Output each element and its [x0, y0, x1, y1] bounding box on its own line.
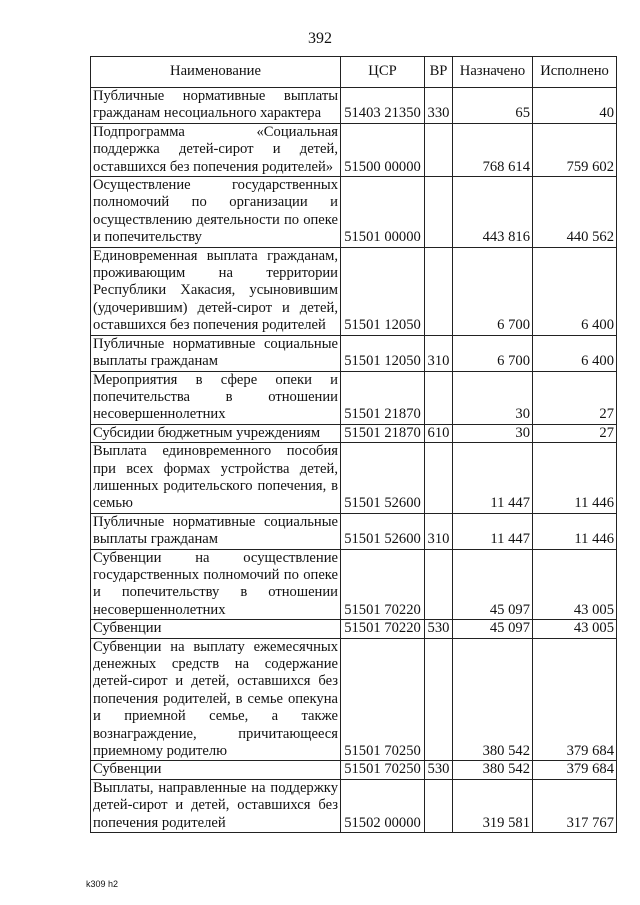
table-row: [91, 424, 617, 442]
row-name: Публичные нормативные выплаты гражданам несоциального характера: [91, 88, 341, 124]
row-executed: 6 400: [533, 247, 617, 335]
row-vr: [425, 638, 453, 761]
page-number: 392: [308, 30, 332, 47]
table-row: [91, 123, 617, 176]
row-csr: 51403 21350: [341, 88, 425, 124]
table-row: [91, 177, 617, 248]
row-csr: 51501 21870: [341, 371, 425, 424]
row-executed: 317 767: [533, 779, 617, 832]
table-row: [91, 549, 617, 620]
table-row: [91, 779, 617, 832]
row-name: Субсидии бюджетным учреждениям: [91, 424, 341, 442]
table-row: [91, 638, 617, 761]
row-assigned: 45 097: [453, 620, 533, 638]
row-assigned: 30: [453, 424, 533, 442]
row-executed: 43 005: [533, 549, 617, 620]
row-vr: [425, 123, 453, 176]
row-name: Осуществление государственных полномочий по организации и осуществлению деятельности по опеке и попечительству: [91, 177, 341, 248]
row-csr: 51501 12050: [341, 335, 425, 371]
table-row: [91, 335, 617, 371]
row-executed: 6 400: [533, 335, 617, 371]
row-csr: 51502 00000: [341, 779, 425, 832]
row-name: Субвенции на выплату ежемесячных денежных средств на содержание детей-сирот и детей, оставшихся без попечения родителей, в семье опекуна и приемной семье, а также вознаграждение, причитающееся приемному родителю: [91, 638, 341, 761]
row-executed: 43 005: [533, 620, 617, 638]
header-csr: ЦСР: [341, 57, 425, 88]
row-name: Публичные нормативные социальные выплаты гражданам: [91, 335, 341, 371]
row-executed: 40: [533, 88, 617, 124]
row-name: Публичные нормативные социальные выплаты гражданам: [91, 513, 341, 549]
row-vr: [425, 247, 453, 335]
row-executed: 27: [533, 424, 617, 442]
row-csr: 51501 12050: [341, 247, 425, 335]
table-header-row: [91, 57, 617, 88]
row-vr: [425, 443, 453, 514]
header-name: Наименование: [91, 57, 341, 88]
row-csr: 51501 70220: [341, 620, 425, 638]
row-vr: 310: [425, 335, 453, 371]
row-assigned: 30: [453, 371, 533, 424]
row-name: Субвенции: [91, 761, 341, 779]
footer-code: k309 h2: [86, 879, 119, 889]
row-assigned: 6 700: [453, 247, 533, 335]
row-executed: 27: [533, 371, 617, 424]
row-name: Выплата единовременного пособия при всех формах устройства детей, лишенных родительского попечения, в семью: [91, 443, 341, 514]
row-name: Субвенции: [91, 620, 341, 638]
table-row: [91, 513, 617, 549]
row-vr: [425, 177, 453, 248]
row-assigned: 65: [453, 88, 533, 124]
budget-table: [90, 56, 617, 833]
row-executed: 11 446: [533, 443, 617, 514]
row-assigned: 380 542: [453, 638, 533, 761]
row-assigned: 443 816: [453, 177, 533, 248]
table-row: [91, 761, 617, 779]
row-csr: 51501 52600: [341, 513, 425, 549]
table-row: [91, 443, 617, 514]
row-assigned: 11 447: [453, 443, 533, 514]
row-name: Единовременная выплата гражданам, проживающим на территории Республики Хакасия, усыновившим (удочерившим) детей-сирот и детей, оставшихся без попечения родителей: [91, 247, 341, 335]
row-assigned: 45 097: [453, 549, 533, 620]
header-executed: Исполнено: [533, 57, 617, 88]
row-csr: 51501 00000: [341, 177, 425, 248]
row-csr: 51501 70250: [341, 638, 425, 761]
row-vr: [425, 549, 453, 620]
row-executed: 379 684: [533, 761, 617, 779]
table-row: [91, 371, 617, 424]
row-assigned: 768 614: [453, 123, 533, 176]
row-csr: 51500 00000: [341, 123, 425, 176]
row-executed: 11 446: [533, 513, 617, 549]
row-executed: 379 684: [533, 638, 617, 761]
row-name: Подпрограмма «Социальная поддержка детей-сирот и детей, оставшихся без попечения родителей»: [91, 123, 341, 176]
table-row: [91, 247, 617, 335]
row-assigned: 319 581: [453, 779, 533, 832]
row-vr: 330: [425, 88, 453, 124]
row-assigned: 11 447: [453, 513, 533, 549]
row-name: Выплаты, направленные на поддержку детей-сирот и детей, оставшихся без попечения родителей: [91, 779, 341, 832]
row-vr: [425, 779, 453, 832]
row-name: Мероприятия в сфере опеки и попечительства в отношении несовершеннолетних: [91, 371, 341, 424]
row-name: Субвенции на осуществление государственных полномочий по опеке и попечительству в отношении несовершеннолетних: [91, 549, 341, 620]
header-assigned: Назначено: [453, 57, 533, 88]
table-row: [91, 620, 617, 638]
row-csr: 51501 21870: [341, 424, 425, 442]
row-vr: 310: [425, 513, 453, 549]
row-vr: [425, 371, 453, 424]
row-csr: 51501 52600: [341, 443, 425, 514]
table-row: [91, 88, 617, 124]
row-assigned: 380 542: [453, 761, 533, 779]
row-csr: 51501 70220: [341, 549, 425, 620]
row-vr: 530: [425, 620, 453, 638]
row-csr: 51501 70250: [341, 761, 425, 779]
row-executed: 759 602: [533, 123, 617, 176]
row-vr: 610: [425, 424, 453, 442]
row-assigned: 6 700: [453, 335, 533, 371]
row-vr: 530: [425, 761, 453, 779]
header-vr: ВР: [425, 57, 453, 88]
row-executed: 440 562: [533, 177, 617, 248]
